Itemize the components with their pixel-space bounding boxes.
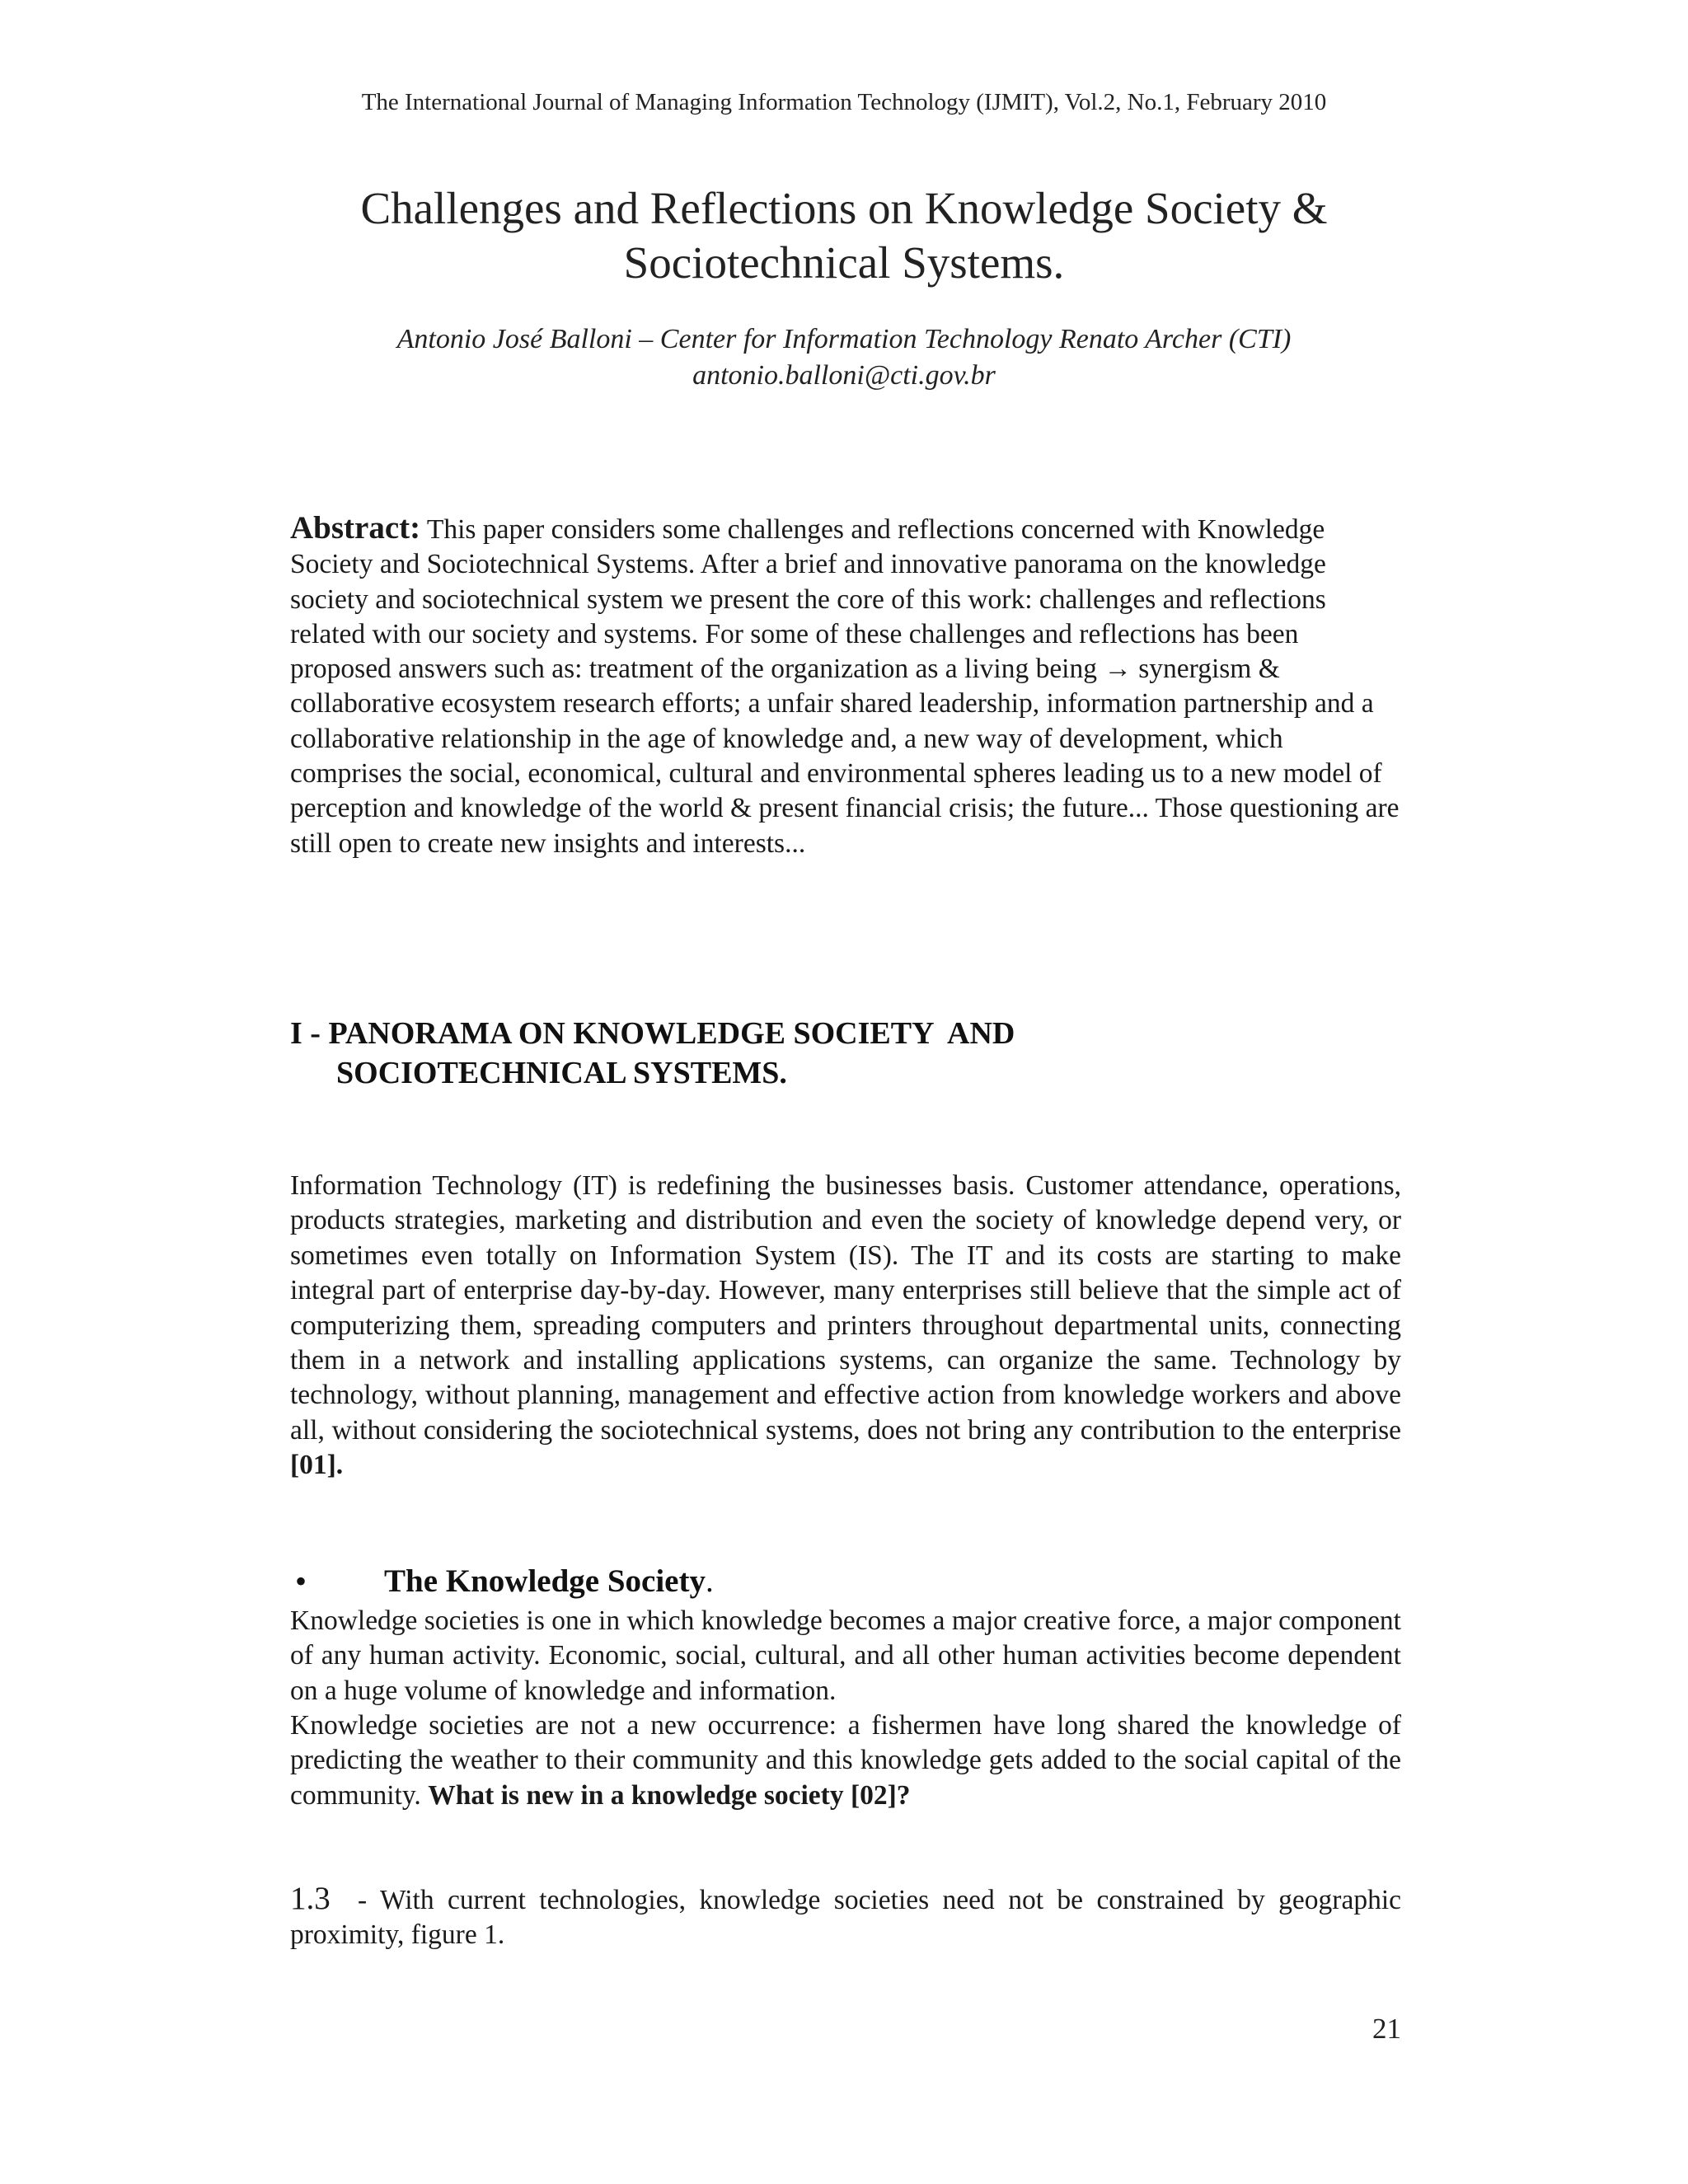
ks-paragraph-2-text: Knowledge societies are not a new occurrence: a fishermen have long shared the knowledge of predicting the weather to their community and this knowledge gets added to the social capital of the community. xyxy=(290,1710,1401,1811)
ks-question: What is new in a knowledge society [02]? xyxy=(428,1779,911,1811)
page-number: 21 xyxy=(1372,2013,1401,2045)
subheading-title: The Knowledge Society xyxy=(384,1563,706,1599)
knowledge-society-paragraph-2 xyxy=(290,1708,1401,1813)
knowledge-society-paragraph-1: Knowledge societies is one in which knowledge becomes a major creative force, a major component of any human activity. Economic, social, cultural, and all other human activities become dependent on a huge volume of knowledge and information. xyxy=(290,1605,1401,1706)
numbered-item xyxy=(290,1882,1401,1953)
paper-title xyxy=(0,181,1688,290)
item-number: 1.3 xyxy=(290,1881,331,1916)
paper-title-line-1: Challenges and Reflections on Knowledge Society & xyxy=(360,183,1328,233)
subheading-period: . xyxy=(705,1563,714,1599)
abstract-text: This paper considers some challenges and reflections concerned with Knowledge Society and Sociotechnical Systems. After a brief and innovative panorama on the knowledge society and sociotechnical system we present the core of this work: challenges and reflections related with our society and systems. For some of these challenges and reflections has been proposed answers such as: treatment of the organization as a living being → synergism & collaborative ecosystem research efforts; a unfair shared leadership, information partnership and a collaborative relationship in the age of knowledge and, a new way of development, which comprises the social, economical, cultural and environmental spheres leading us to a new model of perception and knowledge of the world & present financial crisis; the future... Those questioning are still open to create new insights and interests... xyxy=(290,514,1400,859)
author-affiliation: Antonio José Balloni – Center for Information Technology Renato Archer (CTI) xyxy=(396,324,1292,354)
author-email[interactable]: antonio.balloni@cti.gov.br xyxy=(692,360,996,391)
knowledge-society-subheading xyxy=(290,1559,714,1602)
section-heading xyxy=(290,1014,1444,1093)
abstract xyxy=(290,511,1401,861)
intro-paragraph xyxy=(290,1169,1401,1483)
intro-text: Information Technology (IT) is redefining the businesses basis. Customer attendance, operations, products strategies, marketing and distribution and even the society of knowledge depend very, or sometimes even totally on Information System (IS). The IT and its costs are starting to make integral part of enterprise day-by-day. However, many enterprises still believe that the simple act of computerizing them, spreading computers and printers throughout departmental units, connecting them in a network and installing applications systems, can organize the same. Technology by technology, without planning, management and effective action from knowledge workers and above all, without considering the sociotechnical systems, does not bring any contribution to the enterprise xyxy=(290,1170,1401,1446)
intro-citation: [01]. xyxy=(290,1450,344,1481)
section-heading-line-1: I - PANORAMA ON KNOWLEDGE SOCIETY AND xyxy=(290,1016,1015,1051)
author-block xyxy=(0,321,1688,394)
item-text: - With current technologies, knowledge societies need not be constrained by geographic proximity, figure 1. xyxy=(290,1885,1401,1951)
paper-title-line-2: Sociotechnical Systems. xyxy=(623,237,1065,288)
section-heading-line-2: SOCIOTECHNICAL SYSTEMS. xyxy=(336,1056,787,1090)
running-header: The International Journal of Managing Information Technology (IJMIT), Vol.2, No.1, February 2010 xyxy=(361,89,1327,115)
bullet-icon: • xyxy=(295,1562,307,1600)
abstract-label: Abstract: xyxy=(290,510,421,546)
